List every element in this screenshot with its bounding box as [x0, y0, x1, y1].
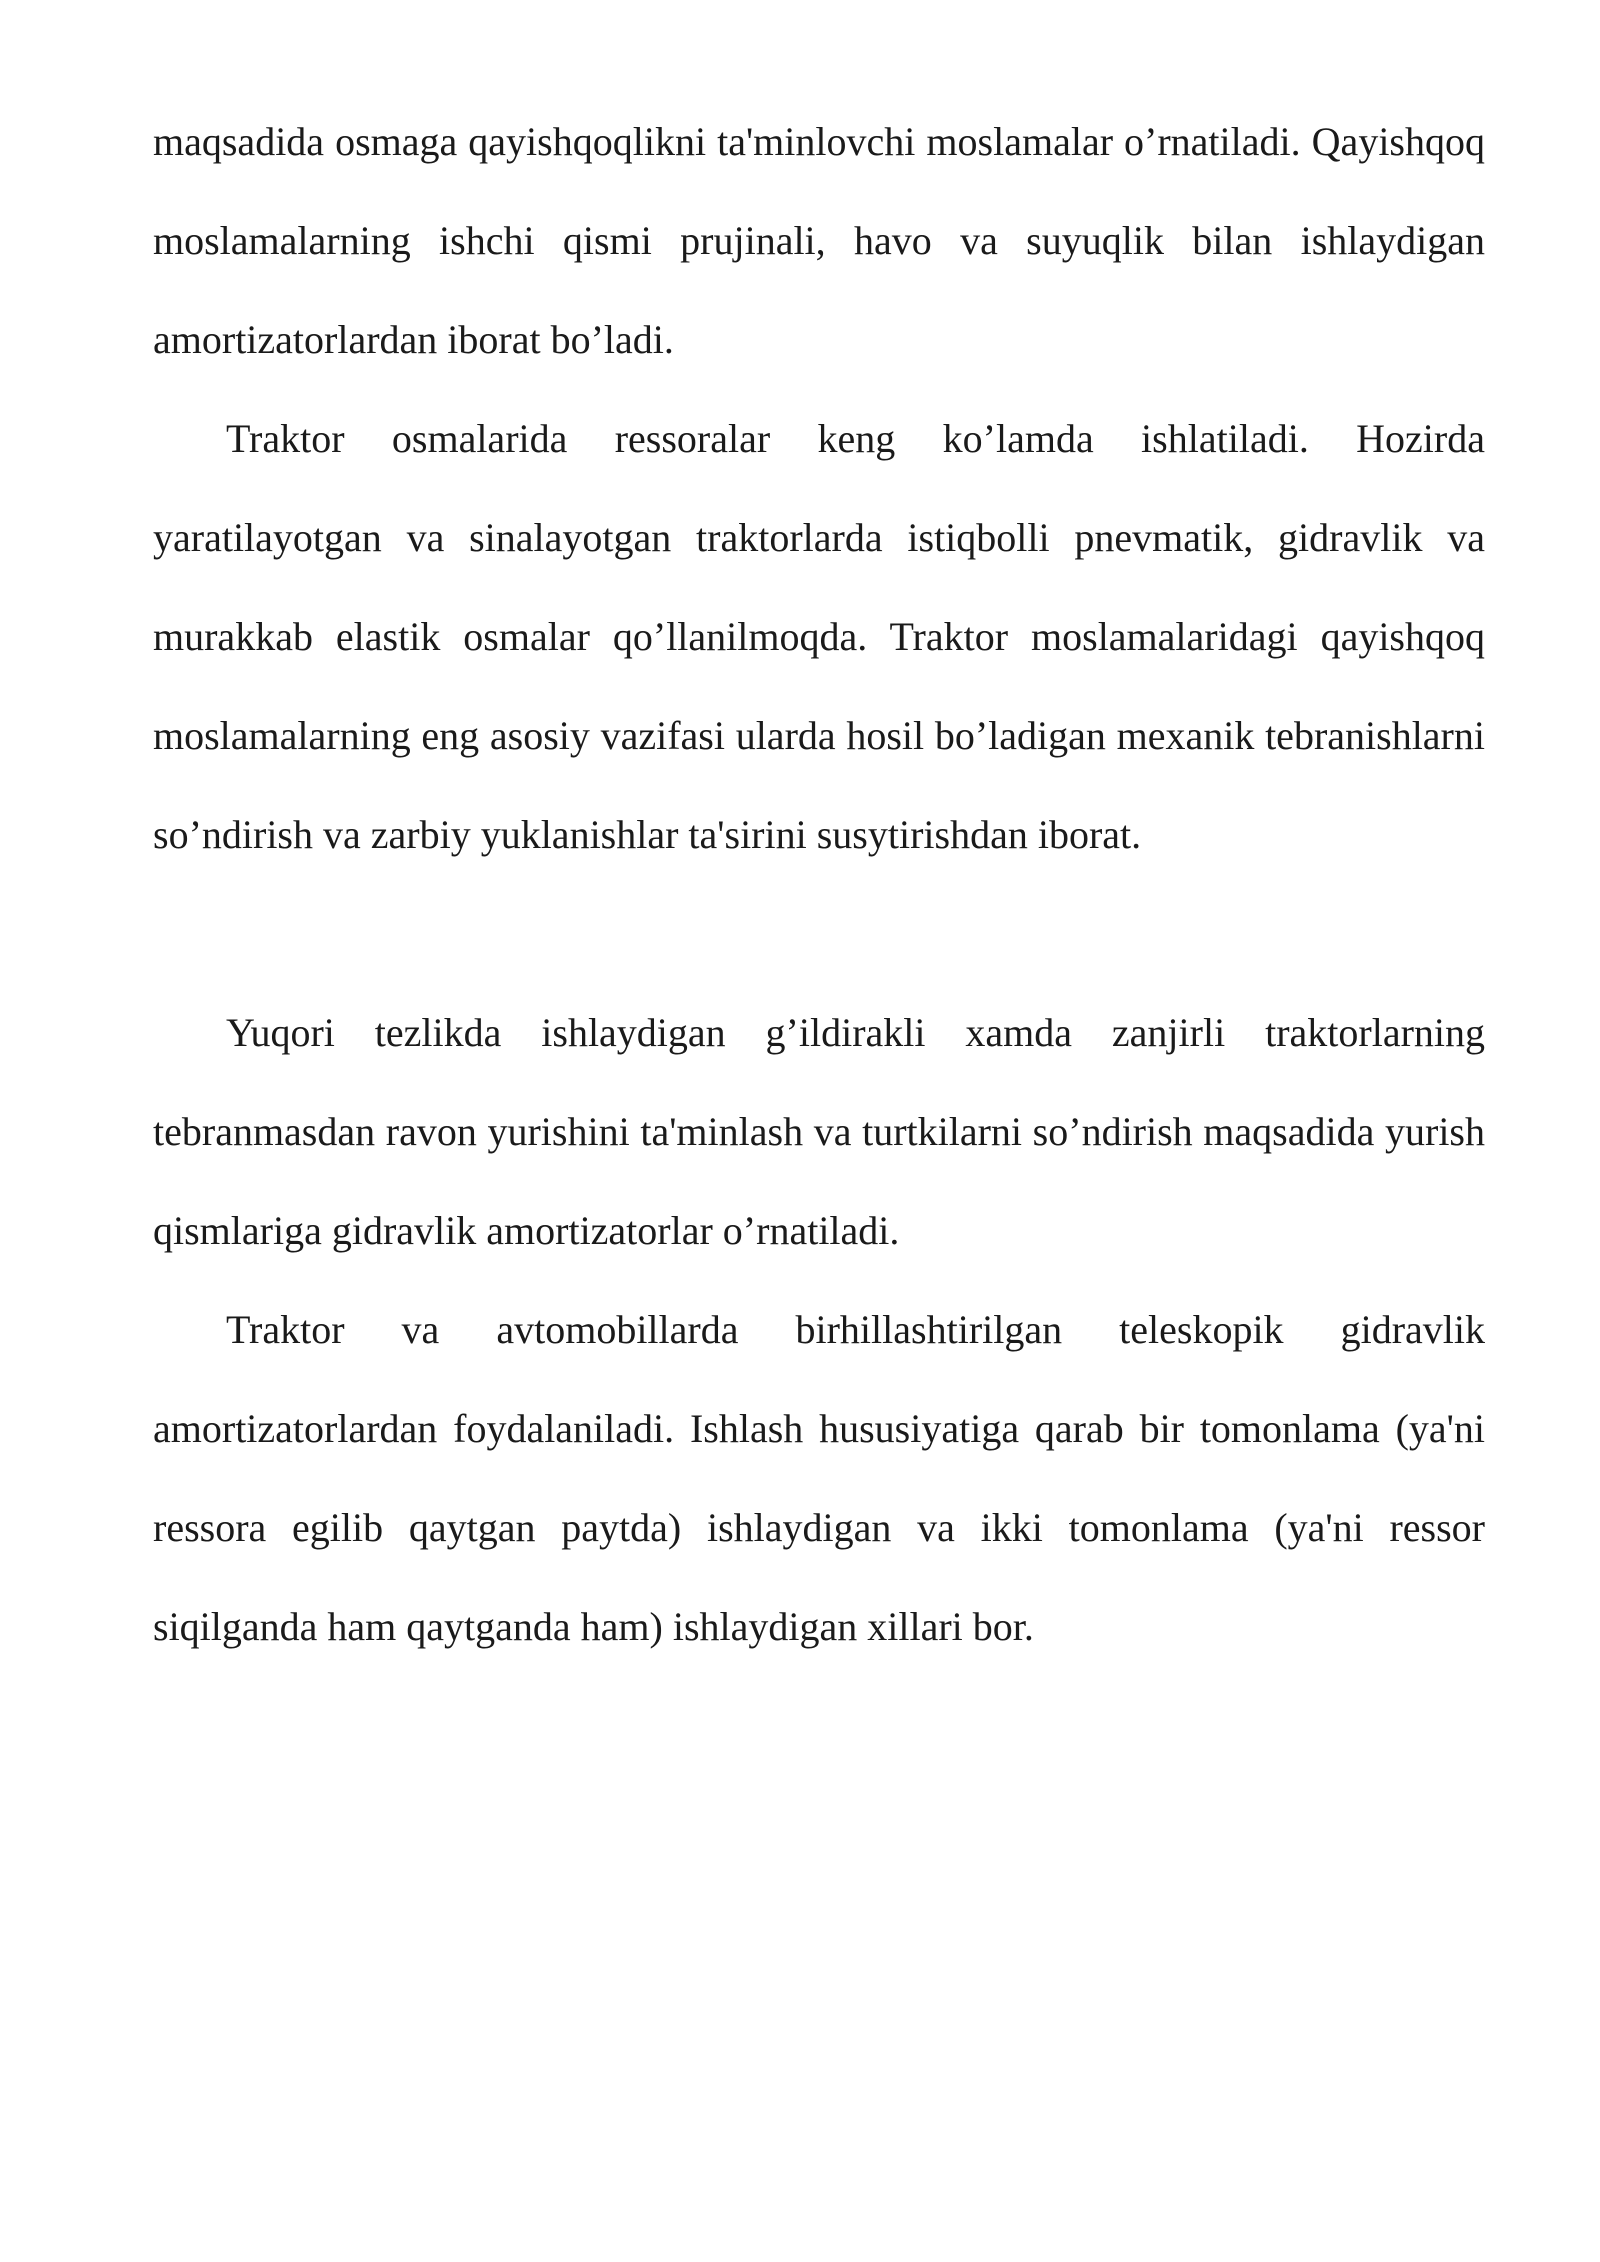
paragraph-teleskopik-amortizator: Traktor va avtomobillarda birhillashtirilgan teleskopik gidravlik amortizatorlardan foydalaniladi. Ishlash hususiyatiga qarab bir tomonlama (ya'ni ressora egilib qaytgan paytda) ishlaydigan va ikki tomonlama (ya'ni ressor siqilganda ham qaytganda ham) ishlaydigan xillari bor. [153, 1307, 1485, 1649]
paragraph-traktor-osmalari: Traktor osmalarida ressoralar keng ko’lamda ishlatiladi. Hozirda yaratilayotgan va sinalayotgan traktorlarda istiqbolli pnevmatik, gidravlik va murakkab elastik osmalar qo’llanilmoqda. Traktor moslamalaridagi qayishqoq moslamalarning eng asosiy vazifasi ularda hosil bo’ladigan mexanik tebranishlarni so’ndirish va zarbiy yuklanishlar ta'sirini susytirishdan iborat. [153, 416, 1485, 857]
paragraph-gap [153, 884, 1485, 983]
paragraph-yuqori-tezlik: Yuqori tezlikda ishlaydigan g’ildirakli xamda zanjirli traktorlarning tebranmasdan ravon yurishini ta'minlash va turtkilarni so’ndirish maqsadida yurish qismlariga gidravlik amortizatorlar o’rnatiladi. [153, 1010, 1485, 1253]
document-page [153, 92, 1485, 1676]
paragraph-continuation: maqsadida osmaga qayishqoqlikni ta'minlovchi moslamalar o’rnatiladi. Qayishqoq moslamalarning ishchi qismi prujinali, havo va suyuqlik bilan ishlaydigan amortizatorlardan iborat bo’ladi. [153, 119, 1485, 362]
